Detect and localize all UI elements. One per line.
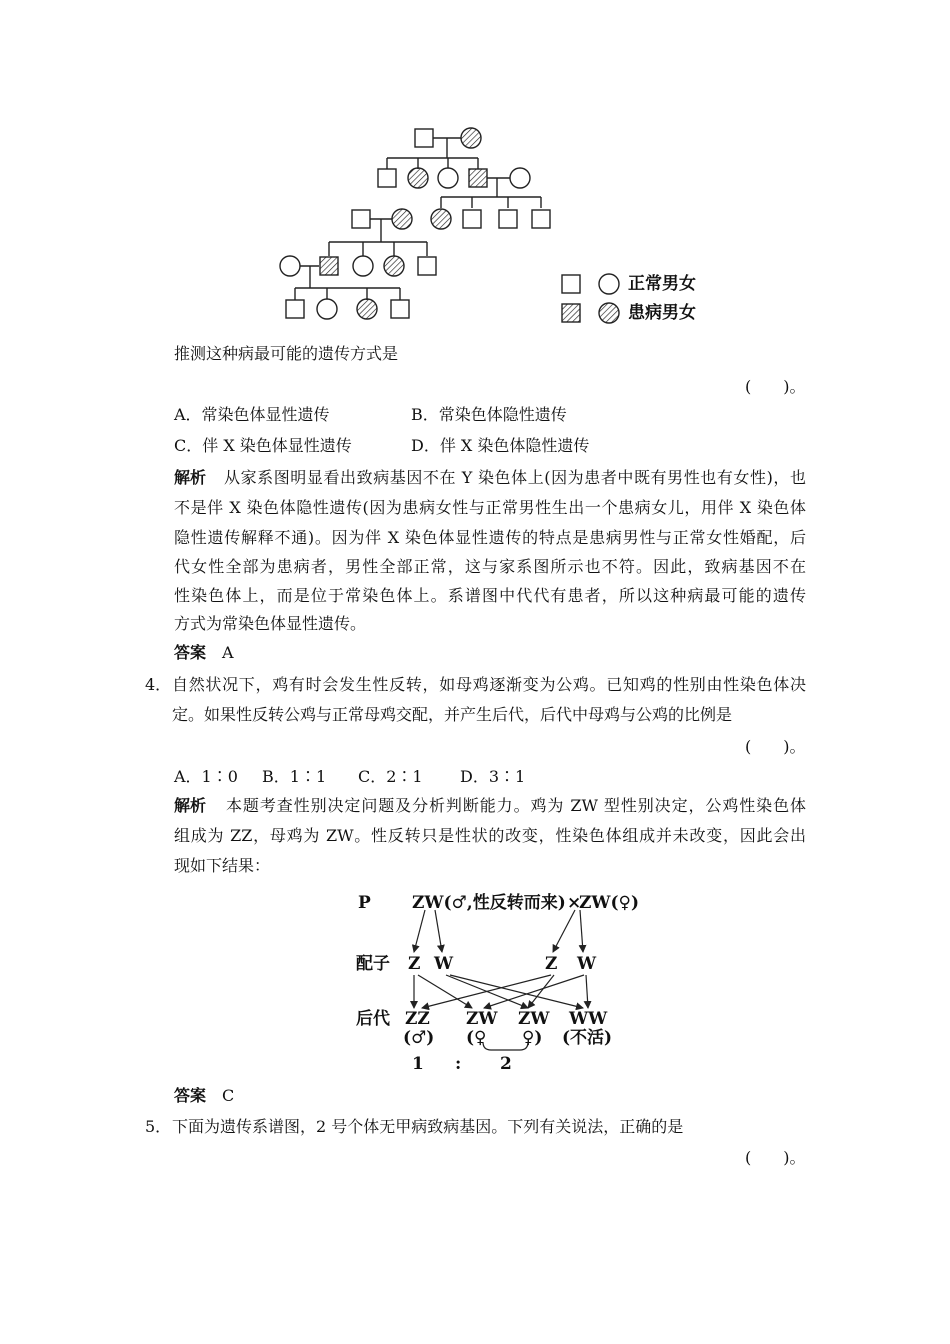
q4-analysis-line-1: 本题考查性别决定问题及分析判断能力。鸡为 ZW 型性别决定，公鸡性染色体 (226, 796, 806, 815)
cross-ratio-left: 1 (412, 1054, 424, 1074)
q4-analysis-label: 解析 (174, 796, 207, 815)
cross-times: × (567, 893, 582, 913)
q4-stem-line-1: 自然状况下，鸡有时会发生性反转，如母鸡逐渐变为公鸡。已知鸡的性别由性染色体决 (172, 675, 806, 694)
legend-affected-label: 患病男女 (628, 303, 696, 323)
q4-stem-line-2: 定。如果性反转公鸡与正常母鸡交配，并产生后代，后代中母鸡与公鸡的比例是 (172, 705, 733, 724)
q3-analysis-line-6: 方式为常染色体显性遗传。 (174, 614, 367, 633)
cross-ratio-right: 2 (500, 1054, 512, 1074)
q3-answer-label: 答案 (174, 643, 207, 662)
q3-answer-value: A (222, 643, 234, 662)
q5-answer-paren: ( )。 (745, 1148, 806, 1167)
pedigree-chart (0, 0, 950, 340)
cross-offspring-4: WW (569, 1009, 608, 1029)
cross-offspring-3: ZW (518, 1009, 550, 1029)
cross-gamete-label: 配子 (356, 954, 390, 974)
cross-gamete-2: W (434, 954, 454, 974)
q3-option-d: D．伴 X 染色体隐性遗传 (411, 436, 590, 455)
cross-diagram (0, 880, 950, 1080)
q4-option-d: D．3∶1 (460, 767, 526, 786)
cross-offspring-1: ZZ (405, 1009, 430, 1029)
q4-answer-value: C (222, 1086, 235, 1105)
cross-offspring-sex-2: (♀ (466, 1028, 487, 1048)
q3-analysis-label: 解析 (174, 468, 207, 487)
q4-analysis-line-3: 现如下结果： (174, 856, 271, 875)
q3-option-b: B．常染色体隐性遗传 (411, 405, 567, 424)
q3-analysis-line-2: 不是伴 X 染色体隐性遗传(因为患病女性与正常男性生出一个患病女儿，用伴 X 染色体 (174, 498, 806, 517)
q3-option-a: A．常染色体显性遗传 (174, 405, 330, 424)
cross-parent-1: ZW(♂,性反转而来) (412, 893, 566, 913)
q3-analysis-line-4: 代女性全部为患病者，男性全部正常，这与家系图所示也不符。因此，致病基因不在 (174, 557, 806, 576)
q4-option-b: B．1∶1 (262, 767, 327, 786)
q4-answer-paren: ( )。 (745, 737, 806, 756)
cross-gamete-1: Z (408, 954, 421, 974)
cross-offspring-2: ZW (466, 1009, 498, 1029)
q5-stem: 下面为遗传系谱图，2 号个体无甲病致病基因。下列有关说法，正确的是 (172, 1117, 684, 1136)
cross-gamete-4: W (577, 954, 597, 974)
q3-analysis-line-3: 隐性遗传解释不通)。因为伴 X 染色体显性遗传的特点是患病男性与正常女性婚配，后 (174, 528, 806, 547)
q4-option-a: A．1∶0 (174, 767, 238, 786)
q3-stem: 推测这种病最可能的遗传方式是 (174, 344, 399, 363)
q3-analysis-line-5: 性染色体上，而是位于常染色体上。系谱图中代代有患者，所以这种病最可能的遗传 (174, 586, 806, 605)
cross-offspring-label: 后代 (356, 1009, 390, 1029)
q3-answer-paren: ( )。 (745, 377, 806, 396)
cross-offspring-sex-4: (不活) (562, 1028, 613, 1048)
q3-analysis-line-1: 从家系图明显看出致病基因不在 Y 染色体上(因为患者中既有男性也有女性)，也 (224, 468, 806, 487)
q4-number: 4． (145, 675, 172, 694)
cross-offspring-sex-3: ♀) (522, 1028, 543, 1048)
cross-parent-2: ZW(♀) (579, 893, 640, 913)
legend-normal-label: 正常男女 (628, 274, 696, 294)
cross-gamete-3: Z (545, 954, 558, 974)
q4-answer-label: 答案 (174, 1086, 207, 1105)
q4-option-c: C．2∶1 (358, 767, 423, 786)
q4-analysis-line-2: 组成为 ZZ，母鸡为 ZW。性反转只是性状的改变，性染色体组成并未改变，因此会出 (174, 826, 806, 845)
cross-offspring-sex-1: (♂) (403, 1028, 435, 1048)
cross-p-label: P (358, 893, 371, 913)
q5-number: 5． (145, 1117, 172, 1136)
cross-ratio-colon: : (455, 1054, 462, 1074)
q3-option-c: C．伴 X 染色体显性遗传 (174, 436, 352, 455)
